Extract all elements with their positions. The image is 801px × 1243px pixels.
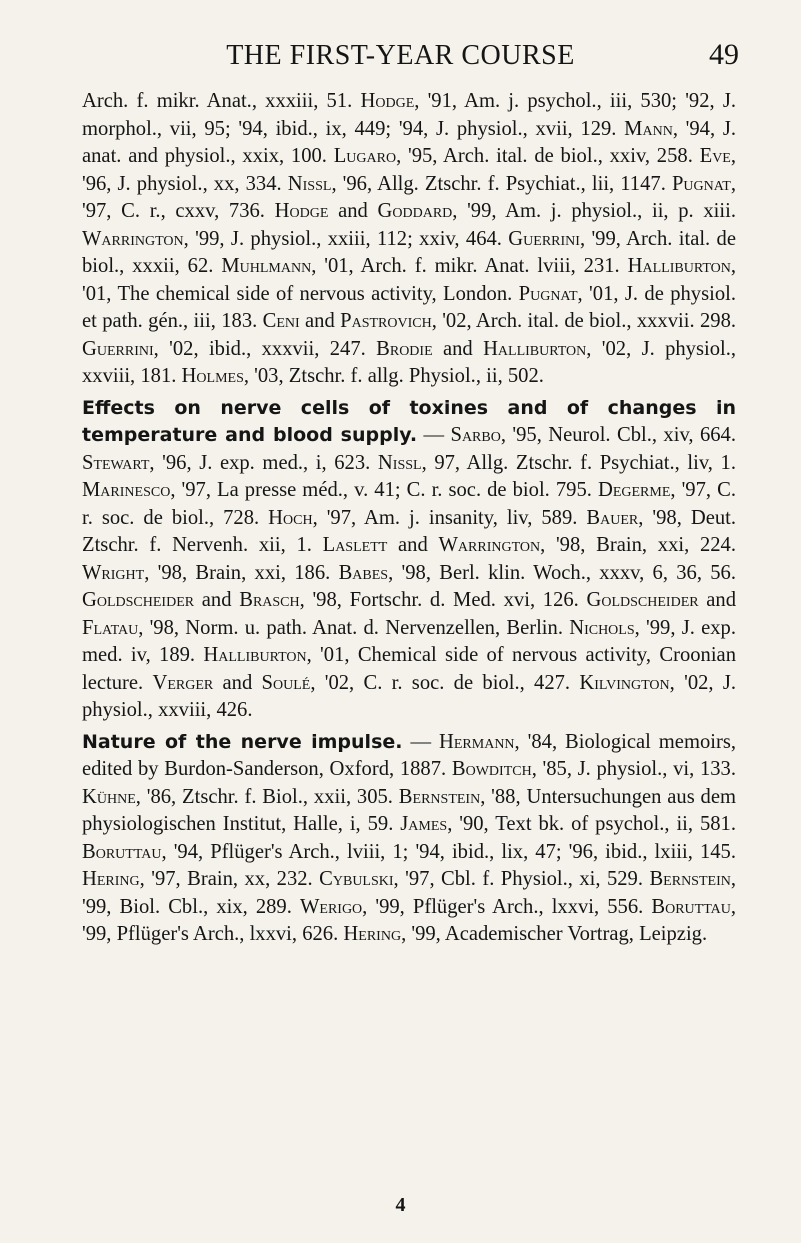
author-name: Guerrini (508, 227, 580, 250)
author-name: Ceni (262, 310, 300, 332)
citation-text: , '96, J. physiol., xx, 334. (82, 145, 737, 195)
paragraph-effects-of-toxines (82, 395, 736, 725)
author-name: Goddard (377, 200, 453, 222)
author-name: Kilvington (579, 671, 670, 694)
paragraph-nature-of-nerve-impulse (82, 729, 736, 949)
author-name: Nissl (377, 451, 422, 474)
author-name: Degerme (597, 479, 671, 501)
citation-text: , '85, J. physiol., vi, 133. (531, 758, 737, 780)
author-name: Hoch (268, 506, 313, 529)
author-name: Bernstein (398, 785, 481, 808)
author-name: Eve (699, 145, 731, 167)
author-name: Mann (624, 117, 673, 140)
author-name: Hering (82, 868, 140, 890)
citation-text: , '97, La presse méd., v. 41; C. r. soc. de biol. 795. (170, 479, 598, 501)
author-name: Muhlmann (221, 255, 312, 277)
author-name: Hering (343, 923, 402, 945)
section-heading: Effects on nerve cells of toxines and of changes in temperature and blood supply. (82, 396, 736, 446)
author-name: Verger (152, 671, 214, 694)
citation-text: , '99, Pflüger's Arch., lxxvi, 556. (362, 895, 652, 918)
author-name: Hodge (274, 200, 329, 222)
citation-text: , '03, Ztschr. f. allg. Physiol., ii, 502. (243, 365, 544, 387)
author-name: Goldscheider (586, 589, 699, 611)
author-name: Flatau (82, 616, 139, 639)
author-name: Wright (82, 561, 145, 584)
citation-text: , '95, Arch. ital. de biol., xxiv, 258. (396, 145, 700, 167)
citation-text: , '94, J. anat. and physiol., xxix, 100. (82, 117, 736, 167)
citation-text: and (698, 589, 737, 611)
citation-text: , '02, ibid., xxxvii, 247. (153, 337, 377, 360)
citation-text: and (432, 337, 484, 360)
citation-text: , '99, Academischer Vortrag, Leipzig. (401, 923, 708, 945)
author-name: Stewart (82, 451, 150, 474)
section-heading: Nature of the nerve impulse. (82, 730, 403, 753)
author-name: Lugaro (333, 145, 397, 167)
citation-text: , '97, Cbl. f. Physiol., xi, 529. (393, 868, 650, 890)
citation-text: , '99, J. exp. med. iv, 189. (82, 616, 736, 666)
citation-text: , '98, Brain, xxi, 186. (144, 561, 339, 584)
citation-text: and (194, 589, 240, 611)
citation-text: , '01, Chemical side of nervous activity, Croonian lecture. (82, 644, 736, 694)
author-name: Soulé (261, 671, 311, 694)
author-name: Babes (338, 561, 389, 584)
citation-text: , '86, Ztschr. f. Biol., xxii, 305. (135, 785, 399, 808)
author-name: Warrington (82, 227, 184, 250)
author-name: Kühne (82, 785, 136, 808)
citation-text: , '99, Biol. Cbl., xix, 289. (82, 868, 736, 918)
citation-text: and (387, 534, 439, 556)
author-name: Boruttau (651, 895, 731, 918)
citation-text: , '98, Berl. klin. Woch., xxxv, 6, 36, 56. (388, 561, 736, 584)
citation-text: — (417, 424, 451, 446)
author-name: Boruttau (82, 840, 162, 863)
author-name: Pastrovich (340, 310, 432, 332)
citation-text: , '02, J. physiol., xxviii, 181. (82, 337, 737, 387)
author-name: Brasch (239, 589, 300, 611)
citation-text: , '91, Am. j. psychol., iii, 530; '92, J. morphol., vii, 95; '94, ibid., ix, 449; '94, J. physiol., xvii, 129. (82, 90, 736, 140)
citation-text: , '84, Biological memoirs, edited by Burdon-Sanderson, Oxford, 1887. (82, 730, 737, 780)
citation-text: , '97, Brain, xx, 232. (139, 868, 320, 890)
citation-text: — (402, 730, 439, 753)
citation-text: , '99, J. physiol., xxiii, 112; xxiv, 464. (183, 227, 509, 250)
citation-text: , 97, Allg. Ztschr. f. Psychiat., liv, 1. (421, 451, 736, 474)
citation-text: , '98, Deut. Ztschr. f. Nervenh. xii, 1. (82, 506, 736, 556)
citation-text: , '02, C. r. soc. de biol., 427. (310, 671, 580, 694)
citation-text: , '98, Norm. u. path. Anat. d. Nervenzellen, Berlin. (138, 616, 570, 639)
paragraph-continuation (82, 88, 736, 391)
author-name: Marinesco (82, 479, 171, 501)
citation-text: , '90, Text bk. of psychol., ii, 581. (447, 813, 736, 835)
author-name: Warrington (438, 534, 541, 556)
citation-text: , '96, J. exp. med., i, 623. (149, 451, 378, 474)
author-name: Brodie (376, 337, 433, 360)
citation-text: , '99, Arch. ital. de biol., xxxii, 62. (82, 227, 736, 277)
author-name: Halliburton (203, 644, 307, 666)
author-name: Halliburton (627, 255, 731, 277)
author-name: Bowditch (451, 758, 532, 780)
bibliography-text (82, 88, 736, 949)
citation-text: , '01, Arch. f. mikr. Anat. lviii, 231. (311, 255, 628, 277)
author-name: Pugnat (518, 282, 578, 305)
author-name: Holmes (181, 365, 244, 387)
running-title: THE FIRST-YEAR COURSE (226, 40, 575, 71)
citation-text: , '99, Pflüger's Arch., lxxvi, 626. (82, 895, 736, 945)
author-name: Bauer (586, 506, 639, 529)
author-name: Guerrini (82, 337, 154, 360)
author-name: Goldscheider (82, 589, 195, 611)
author-name: Halliburton (483, 337, 587, 360)
citation-text: , '99, Am. j. physiol., ii, p. xiii. (452, 200, 736, 222)
page-number: 49 (709, 38, 739, 71)
citation-text: and (299, 310, 341, 332)
signature-mark: 4 (395, 1194, 406, 1216)
citation-text: , '95, Neurol. Cbl., xiv, 664. (500, 424, 736, 446)
citation-text: , '97, C. r. soc. de biol., 728. (82, 479, 736, 529)
author-name: Nissl (287, 172, 332, 195)
citation-text: , '01, J. de physiol. et path. gén., iii, 183. (82, 282, 736, 332)
author-name: Cybulski (319, 868, 394, 890)
citation-text: , '88, Untersuchungen aus dem physiologischen Institut, Halle, i, 59. (82, 785, 736, 835)
citation-text: and (328, 200, 378, 222)
author-name: Sarbo (450, 424, 501, 446)
citation-text: Arch. f. mikr. Anat., xxxiii, 51. (82, 90, 361, 112)
citation-text: , '96, Allg. Ztschr. f. Psychiat., lii, 1147. (331, 172, 672, 195)
page-header (0, 40, 801, 80)
author-name: Bernstein (649, 868, 731, 890)
author-name: Hodge (360, 90, 415, 112)
author-name: Werigo (299, 895, 363, 918)
citation-text: and (213, 671, 262, 694)
citation-text: , '97, C. r., cxxv, 736. (82, 172, 736, 222)
author-name: Pugnat (671, 172, 731, 195)
author-name: Hermann (439, 730, 515, 753)
citation-text: , '94, Pflüger's Arch., lviii, 1; '94, ibid., lix, 47; '96, ibid., lxiii, 145. (161, 840, 736, 863)
citation-text: , '97, Am. j. insanity, liv, 589. (312, 506, 587, 529)
author-name: Laslett (322, 534, 388, 556)
citation-text: , '02, J. physiol., xxviii, 426. (82, 671, 737, 721)
citation-text: , '98, Brain, xxi, 224. (540, 534, 736, 556)
citation-text: , '02, Arch. ital. de biol., xxxvii. 298. (431, 310, 737, 332)
author-name: Nichols (569, 616, 635, 639)
citation-text: , '01, The chemical side of nervous activity, London. (82, 255, 736, 305)
citation-text: , '98, Fortschr. d. Med. xvi, 126. (299, 589, 587, 611)
author-name: James (400, 813, 448, 835)
